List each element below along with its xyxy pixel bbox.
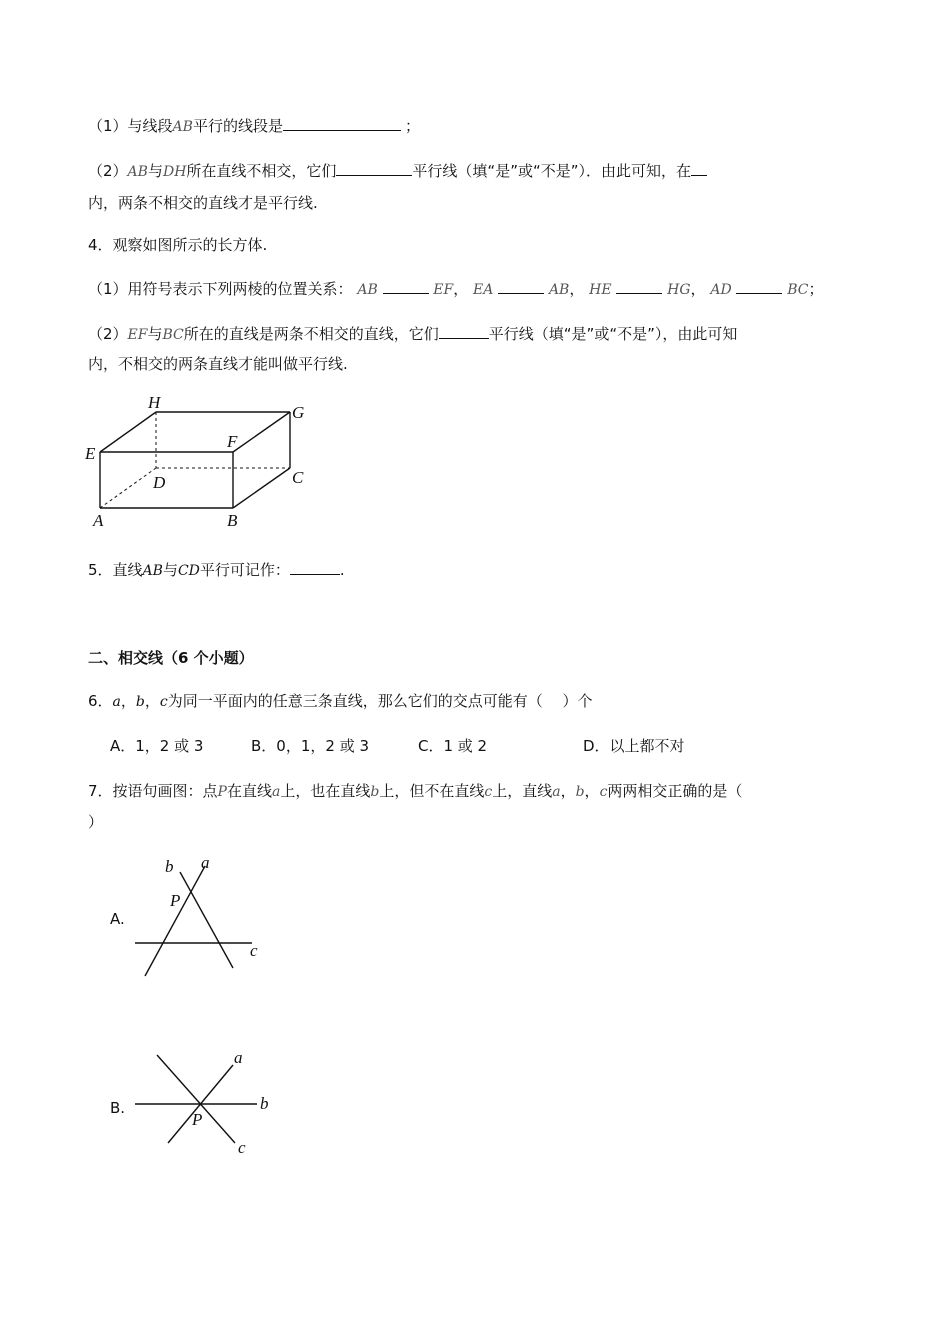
q6-stem: 6．a，b，c为同一平面内的任意三条直线，那么它们的交点可能有（ ）个 bbox=[88, 692, 593, 710]
edge-BC bbox=[233, 468, 290, 508]
label-D: D bbox=[153, 473, 166, 492]
q4-part1: （1）用符号表示下列两棱的位置关系： AB EF， EA AB， HE HG， AD BC； bbox=[88, 280, 824, 298]
label-P: P bbox=[192, 1110, 203, 1129]
prev-q-part2-line2: 内，两条不相交的直线才是平行线. bbox=[88, 194, 318, 212]
prev-q-part1: （1）与线段AB平行的线段是 ； bbox=[88, 117, 420, 135]
q5: 5．直线AB与CD平行可记作： . bbox=[88, 561, 345, 579]
answer-blank[interactable] bbox=[498, 279, 544, 294]
q7-stem-line2: ） bbox=[88, 813, 104, 831]
q4-part2-line2: 内，不相交的两条直线才能叫做平行线. bbox=[88, 355, 348, 373]
answer-blank[interactable] bbox=[736, 279, 782, 294]
answer-blank[interactable] bbox=[383, 279, 429, 294]
section-heading: 二、相交线（6 个小题） bbox=[88, 649, 254, 667]
answer-blank[interactable] bbox=[336, 161, 412, 176]
q4-title: 4．观察如图所示的长方体. bbox=[88, 236, 268, 254]
edge-EH bbox=[100, 412, 156, 452]
answer-blank[interactable] bbox=[283, 116, 401, 131]
answer-blank[interactable] bbox=[290, 560, 340, 575]
q7-stem: 7．按语句画图：点P在直线a上，也在直线b上，但不在直线c上，直线a，b，c两两相交正确的是（ bbox=[88, 782, 743, 800]
line-c bbox=[157, 1055, 235, 1143]
label-a: a bbox=[201, 853, 210, 872]
hidden-edge-AD bbox=[100, 468, 156, 508]
label-P: P bbox=[170, 891, 181, 910]
label-c: c bbox=[238, 1138, 246, 1157]
q7-option-a-label[interactable]: A. bbox=[110, 910, 125, 928]
answer-blank[interactable] bbox=[439, 324, 489, 339]
label-b: b bbox=[165, 857, 174, 876]
q6-option-b[interactable]: B．0，1，2 或 3 bbox=[251, 737, 370, 755]
label-c: c bbox=[250, 941, 258, 960]
line-b bbox=[180, 872, 233, 968]
q7-option-a-figure[interactable] bbox=[130, 850, 280, 980]
q6-option-d[interactable]: D．以上都不对 bbox=[583, 737, 685, 755]
label-C: C bbox=[292, 468, 304, 487]
line-a bbox=[145, 866, 205, 976]
q6-option-c[interactable]: C．1 或 2 bbox=[418, 737, 488, 755]
q7-option-b-figure[interactable] bbox=[130, 1045, 280, 1165]
label-F: F bbox=[227, 432, 238, 451]
cuboid-figure bbox=[80, 390, 320, 535]
q4-part2: （2）EF与BC所在的直线是两条不相交的直线，它们 平行线（填“是”或“不是”），由此可知 bbox=[88, 325, 738, 343]
label-E: E bbox=[85, 444, 96, 463]
label-b: b bbox=[260, 1094, 269, 1113]
q6-option-a[interactable]: A．1，2 或 3 bbox=[110, 737, 204, 755]
label-a: a bbox=[234, 1048, 243, 1067]
prev-q-part2: （2）AB与DH所在直线不相交，它们 平行线（填“是”或“不是”）．由此可知，在 bbox=[88, 161, 707, 182]
label-A: A bbox=[93, 511, 104, 530]
answer-blank[interactable] bbox=[616, 279, 662, 294]
answer-blank[interactable] bbox=[691, 161, 707, 176]
edge-FG bbox=[233, 412, 290, 452]
label-G: G bbox=[292, 403, 305, 422]
label-B: B bbox=[227, 511, 238, 530]
q7-option-b-label[interactable]: B. bbox=[110, 1099, 126, 1117]
label-H: H bbox=[148, 393, 161, 412]
